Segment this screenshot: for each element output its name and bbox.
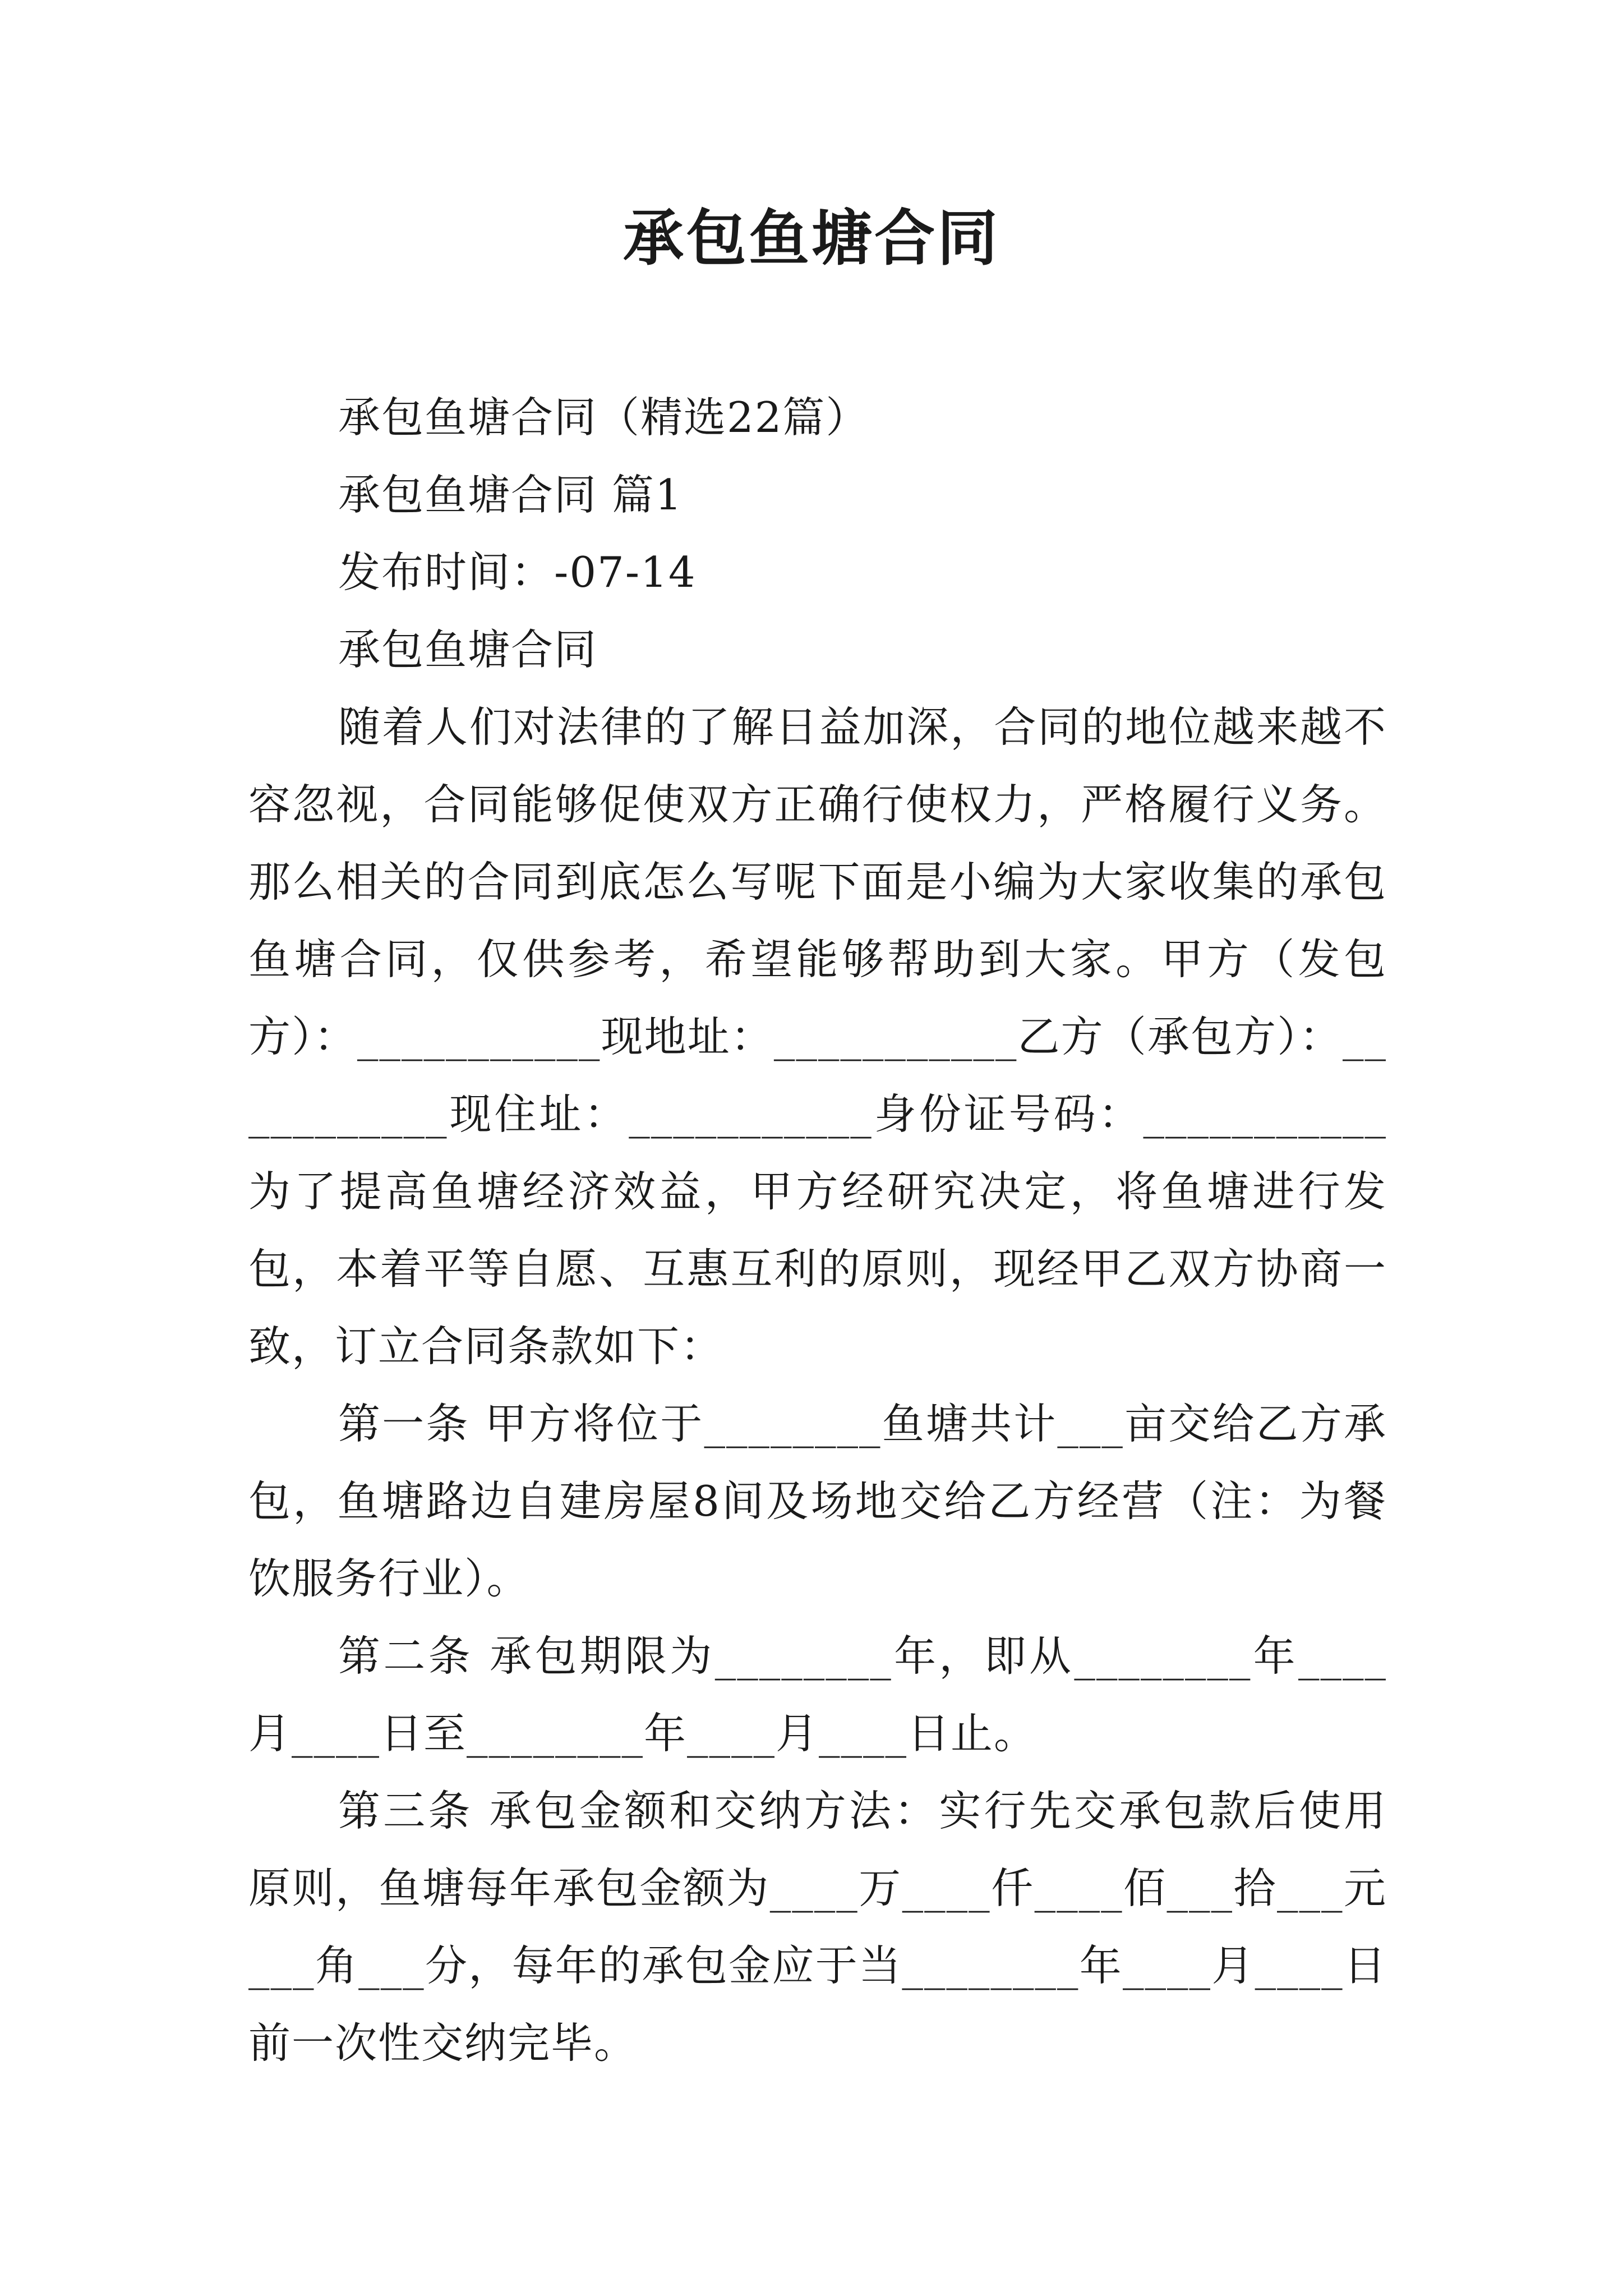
- document-body: [248, 379, 1387, 2082]
- document-title: 承包鱼塘合同: [623, 203, 1000, 274]
- paragraph-subtitle: 承包鱼塘合同（精选22篇）: [338, 393, 869, 442]
- paragraph-article-2: 第二条 承包期限为________年，即从________年____月____日至________年____月____日止。: [248, 1631, 1387, 1758]
- paragraph-article-3: 第三条 承包金额和交纳方法：实行先交承包款后使用原则，鱼塘每年承包金额为____万____仟____佰___拾___元___角___分，每年的承包金应于当________年____月____日前一次性交纳完毕。: [248, 1786, 1387, 2068]
- paragraph-article-1: 第一条 甲方将位于________鱼塘共计___亩交给乙方承包，鱼塘路边自建房屋8间及场地交给乙方经营（注：为餐饮服务行业）。: [248, 1399, 1387, 1603]
- paragraph-intro: 随着人们对法律的了解日益加深，合同的地位越来越不容忽视，合同能够促使双方正确行使权力，严格履行义务。那么相关的合同到底怎么写呢下面是小编为大家收集的承包鱼塘合同，仅供参考，希望能够帮助到大家。甲方（发包方）：___________现地址：___________乙方（承包方）：___________现住址：___________身份证号码：___________为了提高鱼塘经济效益，甲方经研究决定，将鱼塘进行发包，本着平等自愿、互惠互利的原则，现经甲乙双方协商一致，订立合同条款如下：: [248, 702, 1387, 1371]
- paragraph-publish-date: 发布时间：-07-14: [338, 547, 697, 597]
- paragraph-contract-name: 承包鱼塘合同: [338, 625, 598, 674]
- paragraph-section-heading: 承包鱼塘合同 篇1: [338, 470, 683, 519]
